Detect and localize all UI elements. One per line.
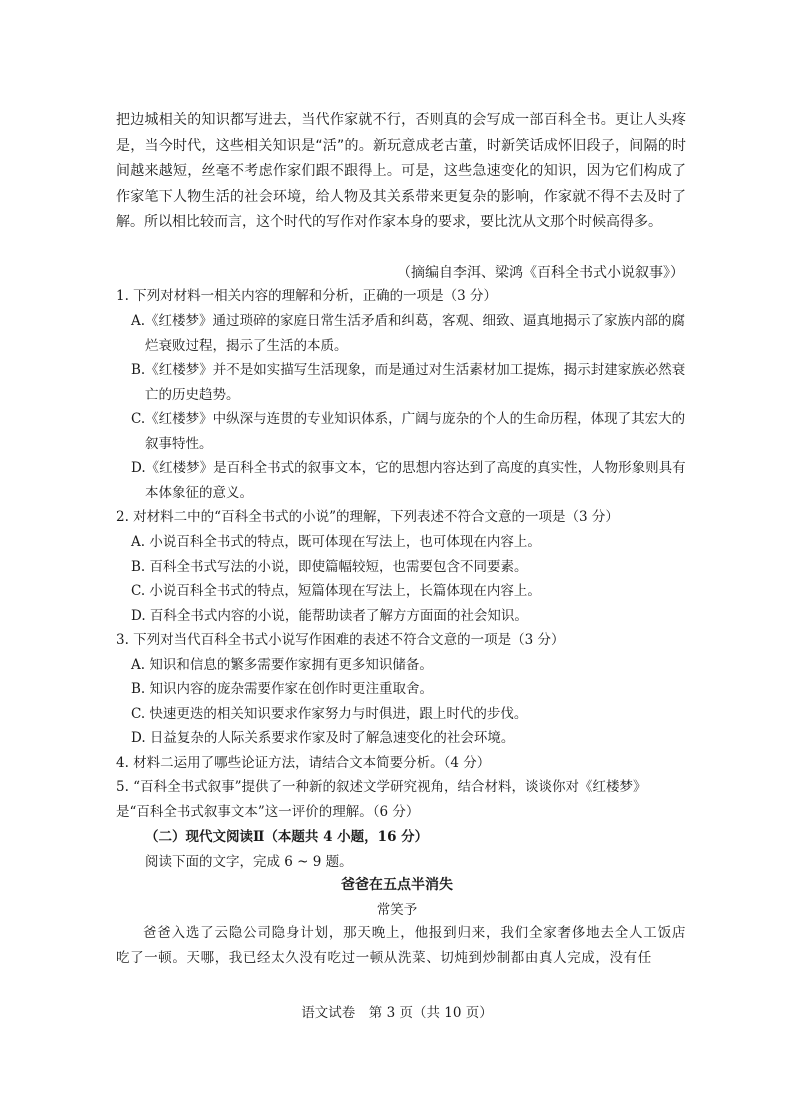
question-2-option-a: A. 小说百科全书式的特点，既可体现在写法上，也可体现在内容上。 <box>131 534 541 550</box>
question-2-option-b: B. 百科全书式写法的小说，即使篇幅较短，也需要包含不同要素。 <box>131 559 528 575</box>
question-1-option-a: A.《红楼梦》通过琐碎的家庭日常生活矛盾和纠葛，客观、细致、逼真地揭示了家族内部的腐烂衰败过程，揭示了生活的本质。 <box>131 313 686 354</box>
question-5-line-2: 是“百科全书式叙事文本”这一评价的理解。（6 分） <box>116 804 420 820</box>
section-instruction: 阅读下面的文字，完成 6 ~ 9 题。 <box>145 854 353 870</box>
question-3-option-b: B. 知识内容的庞杂需要作家在创作时更注重取舍。 <box>131 681 434 697</box>
story-author: 常笑予 <box>376 902 418 918</box>
question-3-stem: 3. 下列对当代百科全书式小说写作困难的表述不符合文意的一项是（3 分） <box>116 632 565 648</box>
page-footer: 语文试卷 第 3 页（共 10 页） <box>301 1005 493 1021</box>
story-paragraph: 爸爸入选了云隐公司隐身计划，那天晚上，他报到归来，我们全家奢侈地去全人工饭店吃了一顿。天哪，我已经太久没有吃过一顿从洗菜、切炖到炒制都由真人完成，没有任 <box>116 925 686 966</box>
passage-paragraph: 把边城相关的知识都写进去，当代作家就不行，否则真的会写成一部百科全书。更让人头疼是，当今时代，这些相关知识是“活”的。新玩意成老古董，时新笑话成怀旧段子，间隔的时间越来越短，丝毫不考虑作家们跟不跟得上。可是，这些急速变化的知识，因为它们构成了作家笔下人物生活的社会环境，给人物及其关系带来更复杂的影响，作家就不得不去及时了解。所以相比较而言，这个时代的写作对作家本身的要求，要比沈从文那个时候高得多。 <box>116 112 686 231</box>
question-2-option-d: D. 百科全书式内容的小说，能帮助读者了解方方面面的社会知识。 <box>131 608 528 624</box>
question-2-stem: 2. 对材料二中的“百科全书式的小说”的理解，下列表述不符合文意的一项是（3 分） <box>116 509 619 525</box>
section-title: （二）现代文阅读Ⅱ（本题共 4 小题，16 分） <box>145 829 429 845</box>
question-3-option-a: A. 知识和信息的繁多需要作家拥有更多知识储备。 <box>131 657 433 673</box>
question-5-line-1: 5. “百科全书式叙事”提供了一种新的叙述文学研究视角，结合材料，谈谈你对《红楼梦》 <box>116 779 647 795</box>
question-1-option-b: B.《红楼梦》并不是如实描写生活现象，而是通过对生活素材加工提炼，揭示封建家族必然衰亡的历史趋势。 <box>131 362 686 403</box>
source-citation: （摘编自李洱、梁鸿《百科全书式小说叙事》） <box>397 265 684 281</box>
question-3-option-c: C. 快速更迭的相关知识要求作家努力与时俱进，跟上时代的步伐。 <box>131 706 528 722</box>
question-1-option-c: C.《红楼梦》中纵深与连贯的专业知识体系，广阔与庞杂的个人的生命历程，体现了其宏大的叙事特性。 <box>131 411 686 452</box>
question-4: 4. 材料二运用了哪些论证方法，请结合文本简要分析。（4 分） <box>116 755 491 771</box>
question-1-stem: 1. 下列对材料一相关内容的理解和分析，正确的一项是（3 分） <box>116 288 498 304</box>
question-1-option-d: D.《红楼梦》是百科全书式的叙事文本，它的思想内容达到了高度的真实性，人物形象则具有本体象征的意义。 <box>131 460 686 501</box>
question-3-option-d: D. 日益复杂的人际关系要求作家及时了解急速变化的社会环境。 <box>131 730 515 746</box>
story-title: 爸爸在五点半消失 <box>341 877 453 893</box>
question-2-option-c: C. 小说百科全书式的特点，短篇体现在写法上，长篇体现在内容上。 <box>131 583 541 599</box>
